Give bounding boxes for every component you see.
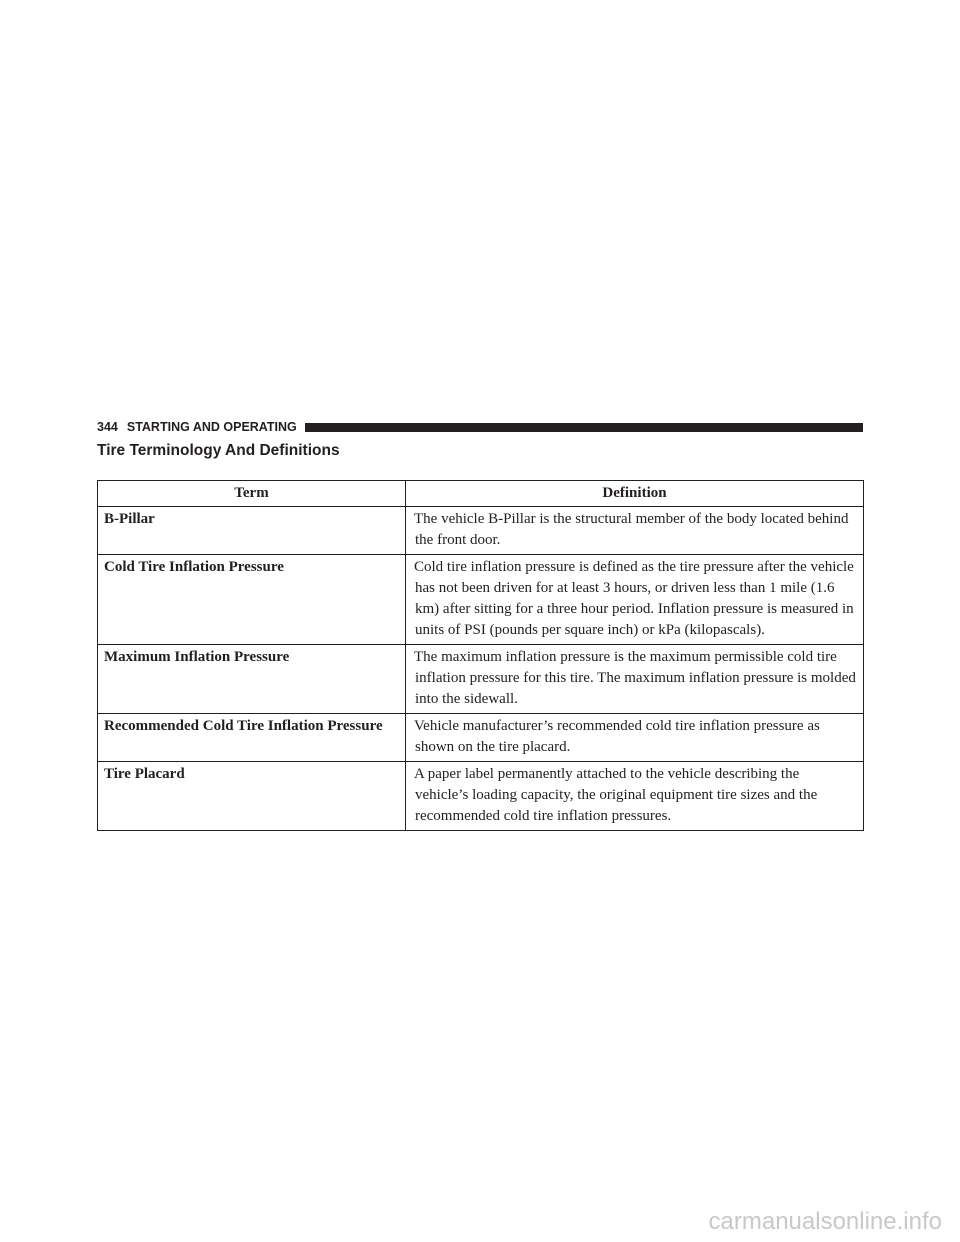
table-row <box>98 762 864 831</box>
definition-cell: Cold tire inflation pressure is defined as the tire pressure after the vehicle has not been driven for at least 3 hours, or driven less than 1 mile (1.6 km) after sitting for a three hour period. Inflation pressure is measured in units of PSI (pounds per square inch) or kPa (kilopascals). <box>406 555 864 645</box>
column-header-term: Term <box>98 481 406 507</box>
table-row <box>98 645 864 714</box>
table-row <box>98 555 864 645</box>
table-row <box>98 507 864 555</box>
terminology-table <box>97 480 864 831</box>
term-cell: Tire Placard <box>98 762 406 831</box>
term-cell: Recommended Cold Tire Inflation Pressure <box>98 714 406 762</box>
column-header-definition: Definition <box>406 481 864 507</box>
definition-cell: A paper label permanently attached to the vehicle describing the vehicle’s loading capacity, the original equipment tire sizes and the recommended cold tire inflation pressures. <box>406 762 864 831</box>
definition-cell: Vehicle manufacturer’s recommended cold tire inflation pressure as shown on the tire placard. <box>406 714 864 762</box>
page-number: 344 <box>97 420 118 434</box>
section-name: STARTING AND OPERATING <box>126 420 297 434</box>
term-cell: Maximum Inflation Pressure <box>98 645 406 714</box>
section-title: Tire Terminology And Definitions <box>97 442 340 459</box>
term-cell: Cold Tire Inflation Pressure <box>98 555 406 645</box>
table-header-row <box>98 481 864 507</box>
page-header <box>97 418 863 436</box>
definition-cell: The maximum inflation pressure is the maximum permissible cold tire inflation pressure for this tire. The maximum inflation pressure is molded into the sidewall. <box>406 645 864 714</box>
table-row <box>98 714 864 762</box>
watermark: carmanualsonline.info <box>708 1208 942 1235</box>
header-rule <box>305 423 863 432</box>
term-cell: B-Pillar <box>98 507 406 555</box>
definition-cell: The vehicle B-Pillar is the structural member of the body located behind the front door. <box>406 507 864 555</box>
